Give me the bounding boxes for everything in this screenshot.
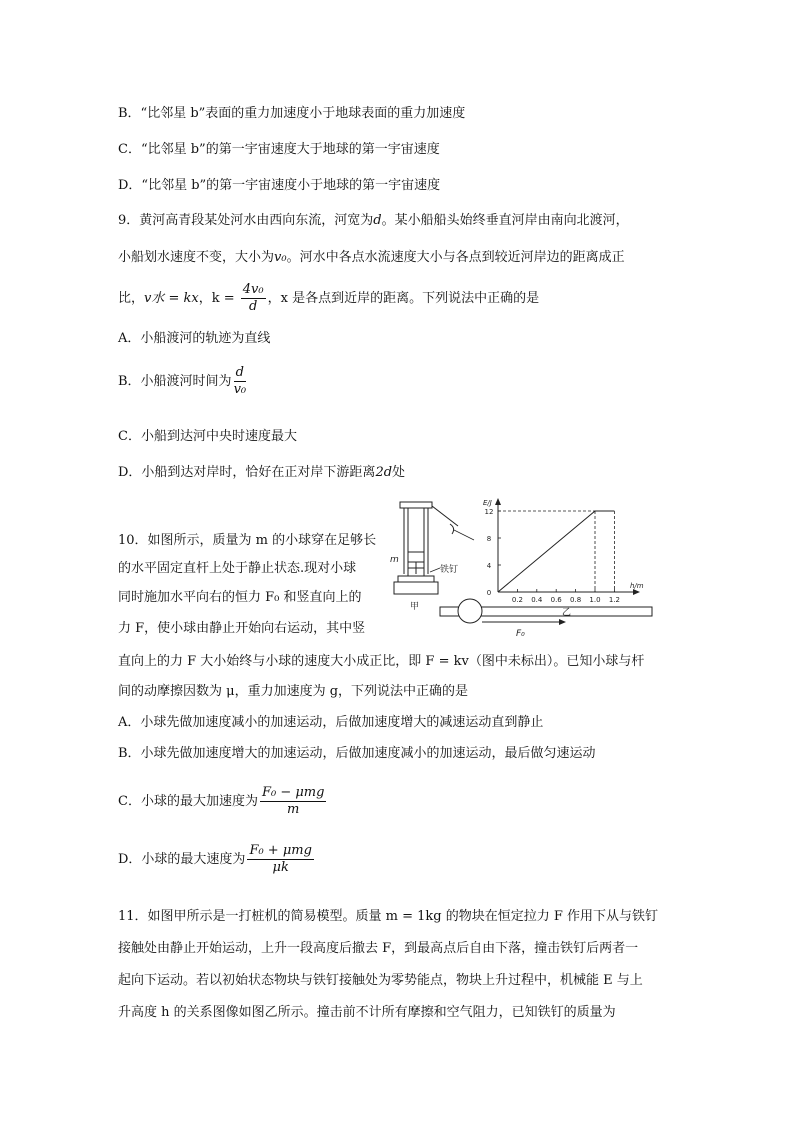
x-tick-label: 0.2 [511, 596, 523, 604]
q10-stem-line2: 的水平固定直杆上处于静止状态.现对小球 [118, 561, 357, 576]
y-ticks [485, 508, 501, 597]
nail-label: 铁钉 [440, 565, 459, 575]
yi-label: 乙 [562, 608, 572, 618]
max-velocity-fraction: $\frac{\text{F₀ + μmg}}{\mu k}$ [249, 843, 312, 875]
x-tick-label: 1.0 [589, 596, 601, 604]
y-axis-label: E/J [483, 499, 492, 507]
q9-option-b: B．小船渡河时间为 $\frac{d}{\text{v₀}}$ [118, 365, 247, 397]
q11-stem-line4: 升高度 h 的关系图像如图乙所示。撞击前不计所有摩擦和空气阻力，已知铁钉的质量为 [118, 1005, 616, 1020]
x-tick-label: 0.4 [531, 596, 543, 604]
q11-stem-line2: 接触处由静止开始运动，上升一段高度后撤去 F，到最高点后自由下落，撞击铁钉后两者一 [118, 941, 639, 956]
q11-stem-line1: 11．如图甲所示是一打桩机的简易模型。质量 m = 1kg 的物块在恒定拉力 F 作用下从与铁钉 [118, 909, 659, 924]
pile-driver-drawing [394, 502, 474, 594]
force-arrow-head [559, 619, 566, 625]
x-tick-label: 1.2 [608, 596, 620, 604]
energy-graph [483, 498, 644, 604]
q10-option-d: D．小球的最大速度为 $\frac{\text{F₀ + μmg}}{\mu k}$ [118, 843, 312, 875]
jia-label: 甲 [410, 602, 420, 612]
y-tick-label: 4 [486, 562, 492, 570]
q9-stem-line3: 比，v水 = kx，k = $\frac{\text{4v₀}}{d}$ ，x 是各点到近岸的距离。下列说法中正确的是 [118, 282, 540, 314]
q10-option-b: B．小球先做加速度增大的加速运动，后做加速度减小的加速运动，最后做匀速运动 [118, 746, 596, 761]
f0-label: F₀ [516, 629, 525, 639]
q9-stem-line1: 9．黄河高青段某处河水由西向东流，河宽为d。某小船船头始终垂直河岸由南向北渡河， [118, 213, 629, 228]
mass-label: m [390, 555, 399, 565]
x-tick-label: 0.6 [550, 596, 562, 604]
q8-option-b: B．“比邻星 b”表面的重力加速度小于地球表面的重力加速度 [118, 106, 466, 121]
time-fraction: $\frac{d}{\text{v₀}}$ [233, 365, 247, 397]
guide-lines [498, 511, 614, 592]
q11-stem-line3: 起向下运动。若以初始状态物块与铁钉接触处为零势能点，物块上升过程中，机械能 E 与上 [118, 973, 643, 988]
q10-option-c: C．小球的最大加速度为 $\frac{\text{F₀ − μmg}}{m}$ [118, 785, 325, 817]
x-axis-label: h/m [630, 582, 644, 590]
q10-stem-line4: 力 F，使小球由静止开始向右运动，其中竖 [118, 621, 366, 636]
q9-option-d: D．小船到达对岸时，恰好在正对岸下游距离2d处 [118, 465, 406, 480]
rod-and-ball [440, 599, 652, 639]
q10-stem-line6: 间的动摩擦因数为 μ，重力加速度为 g，下列说法中正确的是 [118, 684, 469, 699]
q9-option-a: A．小船渡河的轨迹为直线 [118, 331, 271, 346]
y-axis-arrow [495, 498, 501, 505]
q10-stem-line1: 10．如图所示，质量为 m 的小球穿在足够长 [118, 533, 377, 548]
ball [458, 599, 482, 623]
q9-option-c: C．小船到达河中央时速度最大 [118, 429, 297, 444]
q10-option-a: A．小球先做加速度减小的加速运动，后做加速度增大的减速运动直到静止 [118, 715, 544, 730]
physics-figure [384, 496, 680, 644]
q10-stem-line3: 同时施加水平向右的恒力 F₀ 和竖直向上的 [118, 590, 362, 605]
max-accel-fraction: $\frac{\text{F₀ − μmg}}{m}$ [261, 785, 325, 817]
y-tick-label: 8 [486, 535, 492, 543]
energy-line [498, 511, 614, 592]
k-fraction: $\frac{\text{4v₀}}{d}$ [242, 282, 264, 314]
q8-option-c: C．“比邻星 b”的第一宇宙速度大于地球的第一宇宙速度 [118, 142, 440, 157]
y-tick-label: 12 [484, 508, 494, 516]
q10-stem-line5: 直向上的力 F 大小始终与小球的速度大小成正比，即 F = kv（图中未标出）。已知小球与杆 [118, 654, 645, 669]
x-tick-label: 0.8 [570, 596, 582, 604]
q8-option-d: D．“比邻星 b”的第一宇宙速度小于地球的第一宇宙速度 [118, 178, 441, 193]
q9-stem-line2: 小船划水速度不变，大小为v₀。河水中各点水流速度大小与各点到较近河岸边的距离成正 [118, 250, 625, 265]
x-ticks [512, 589, 620, 604]
y-tick-label: 0 [486, 589, 492, 597]
